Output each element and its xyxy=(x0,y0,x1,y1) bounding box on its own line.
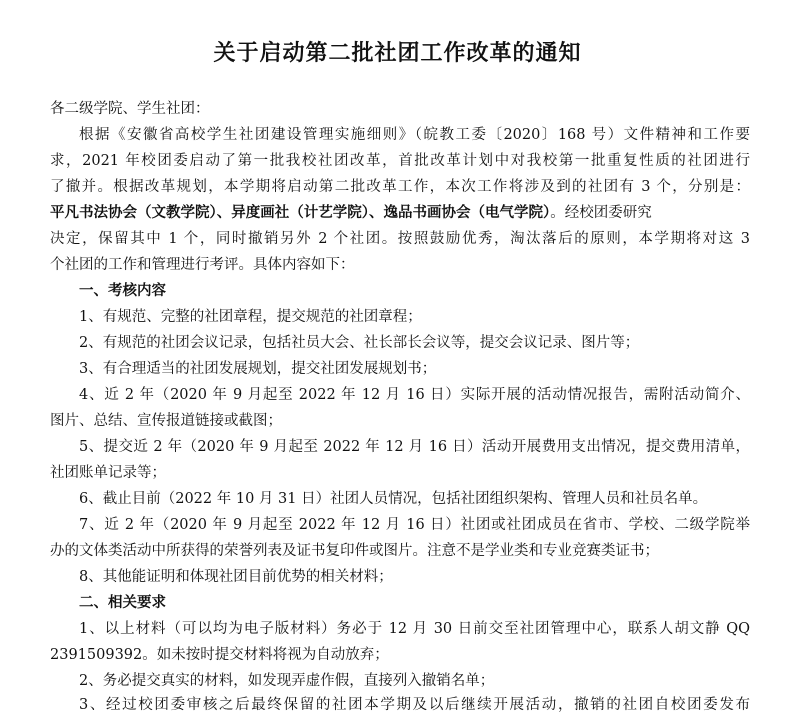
list-item: 7、近 2 年（2020 年 9 月起至 2022 年 12 月 16 日）社团或社团成员在省市、学校、二级学院举 xyxy=(79,517,750,533)
section-heading-requirements: 二、相关要求 xyxy=(79,595,166,611)
affected-clubs-list: 平凡书法协会（文教学院）、异度画社（计艺学院）、逸品书画协会（电气学院） xyxy=(50,205,551,221)
list-item-continuation: 图片、总结、宣传报道链接或截图； xyxy=(50,413,282,429)
section-heading-assessment: 一、考核内容 xyxy=(79,283,166,299)
list-item-continuation: 社团账单记录等； xyxy=(50,465,166,481)
list-item: 2、有规范的社团会议记录，包括社员大会、社长部长会议等，提交会议记录、图片等； xyxy=(79,335,640,351)
intro-paragraph-line: 个社团的工作和管理进行考评。具体内容如下： xyxy=(50,257,355,273)
list-item: 1、以上材料（可以均为电子版材料）务必于 12 月 30 日前交至社团管理中心，联系人胡文静 QQ xyxy=(79,621,750,637)
intro-paragraph-line: 了撤并。根据改革规划，本学期将启动第二批改革工作，本次工作将涉及到的社团有 3 个，分别是： xyxy=(50,179,750,195)
list-item: 8、其他能证明和体现社团目前优势的相关材料； xyxy=(79,569,393,585)
list-item: 5、提交近 2 年（2020 年 9 月起至 2022 年 12 月 16 日）活动开展费用支出情况，提交费用清单， xyxy=(79,439,750,455)
list-item: 3、有合理适当的社团发展规划，提交社团发展规划书； xyxy=(79,361,437,377)
list-item: 4、近 2 年（2020 年 9 月起至 2022 年 12 月 16 日）实际开展的活动情况报告，需附活动简介、 xyxy=(79,387,750,403)
intro-paragraph-line: 根据《安徽省高校学生社团建设管理实施细则》（皖教工委〔2020〕168 号）文件精神和工作要 xyxy=(79,127,750,143)
list-item: 2、务必提交真实的材料，如发现弄虚作假，直接列入撤销名单； xyxy=(79,673,495,689)
list-item: 1、有规范、完整的社团章程，提交规范的社团章程； xyxy=(79,309,422,325)
intro-line-continuation: 。经校团委研究 xyxy=(550,205,652,221)
document-title: 关于启动第二批社团工作改革的通知 xyxy=(213,41,582,66)
list-item: 6、截止目前（2022 年 10 月 31 日）社团人员情况，包括社团组织架构、管理人员和社员名单。 xyxy=(79,491,708,507)
list-item: 3、经过校团委审核之后最终保留的社团本学期及以后继续开展活动，撤销的社团自校团委发布 xyxy=(79,697,750,713)
intro-paragraph-line: 决定，保留其中 1 个，同时撤销另外 2 个社团。按照鼓励优秀，淘汰落后的原则，本学期将对这 3 xyxy=(50,231,750,247)
intro-paragraph-line xyxy=(50,200,750,226)
list-item-continuation: 办的文体类活动中所获得的荣誉列表及证书复印件或图片。注意不是学业类和专业竞赛类证书； xyxy=(50,543,659,559)
intro-paragraph-line: 求，2021 年校团委启动了第一批我校社团改革，首批改革计划中对我校第一批重复性质的社团进行 xyxy=(50,153,750,169)
salutation: 各二级学院、学生社团： xyxy=(50,101,210,117)
list-item-continuation: 2391509392。如未按时提交材料将视为自动放弃； xyxy=(50,647,389,663)
